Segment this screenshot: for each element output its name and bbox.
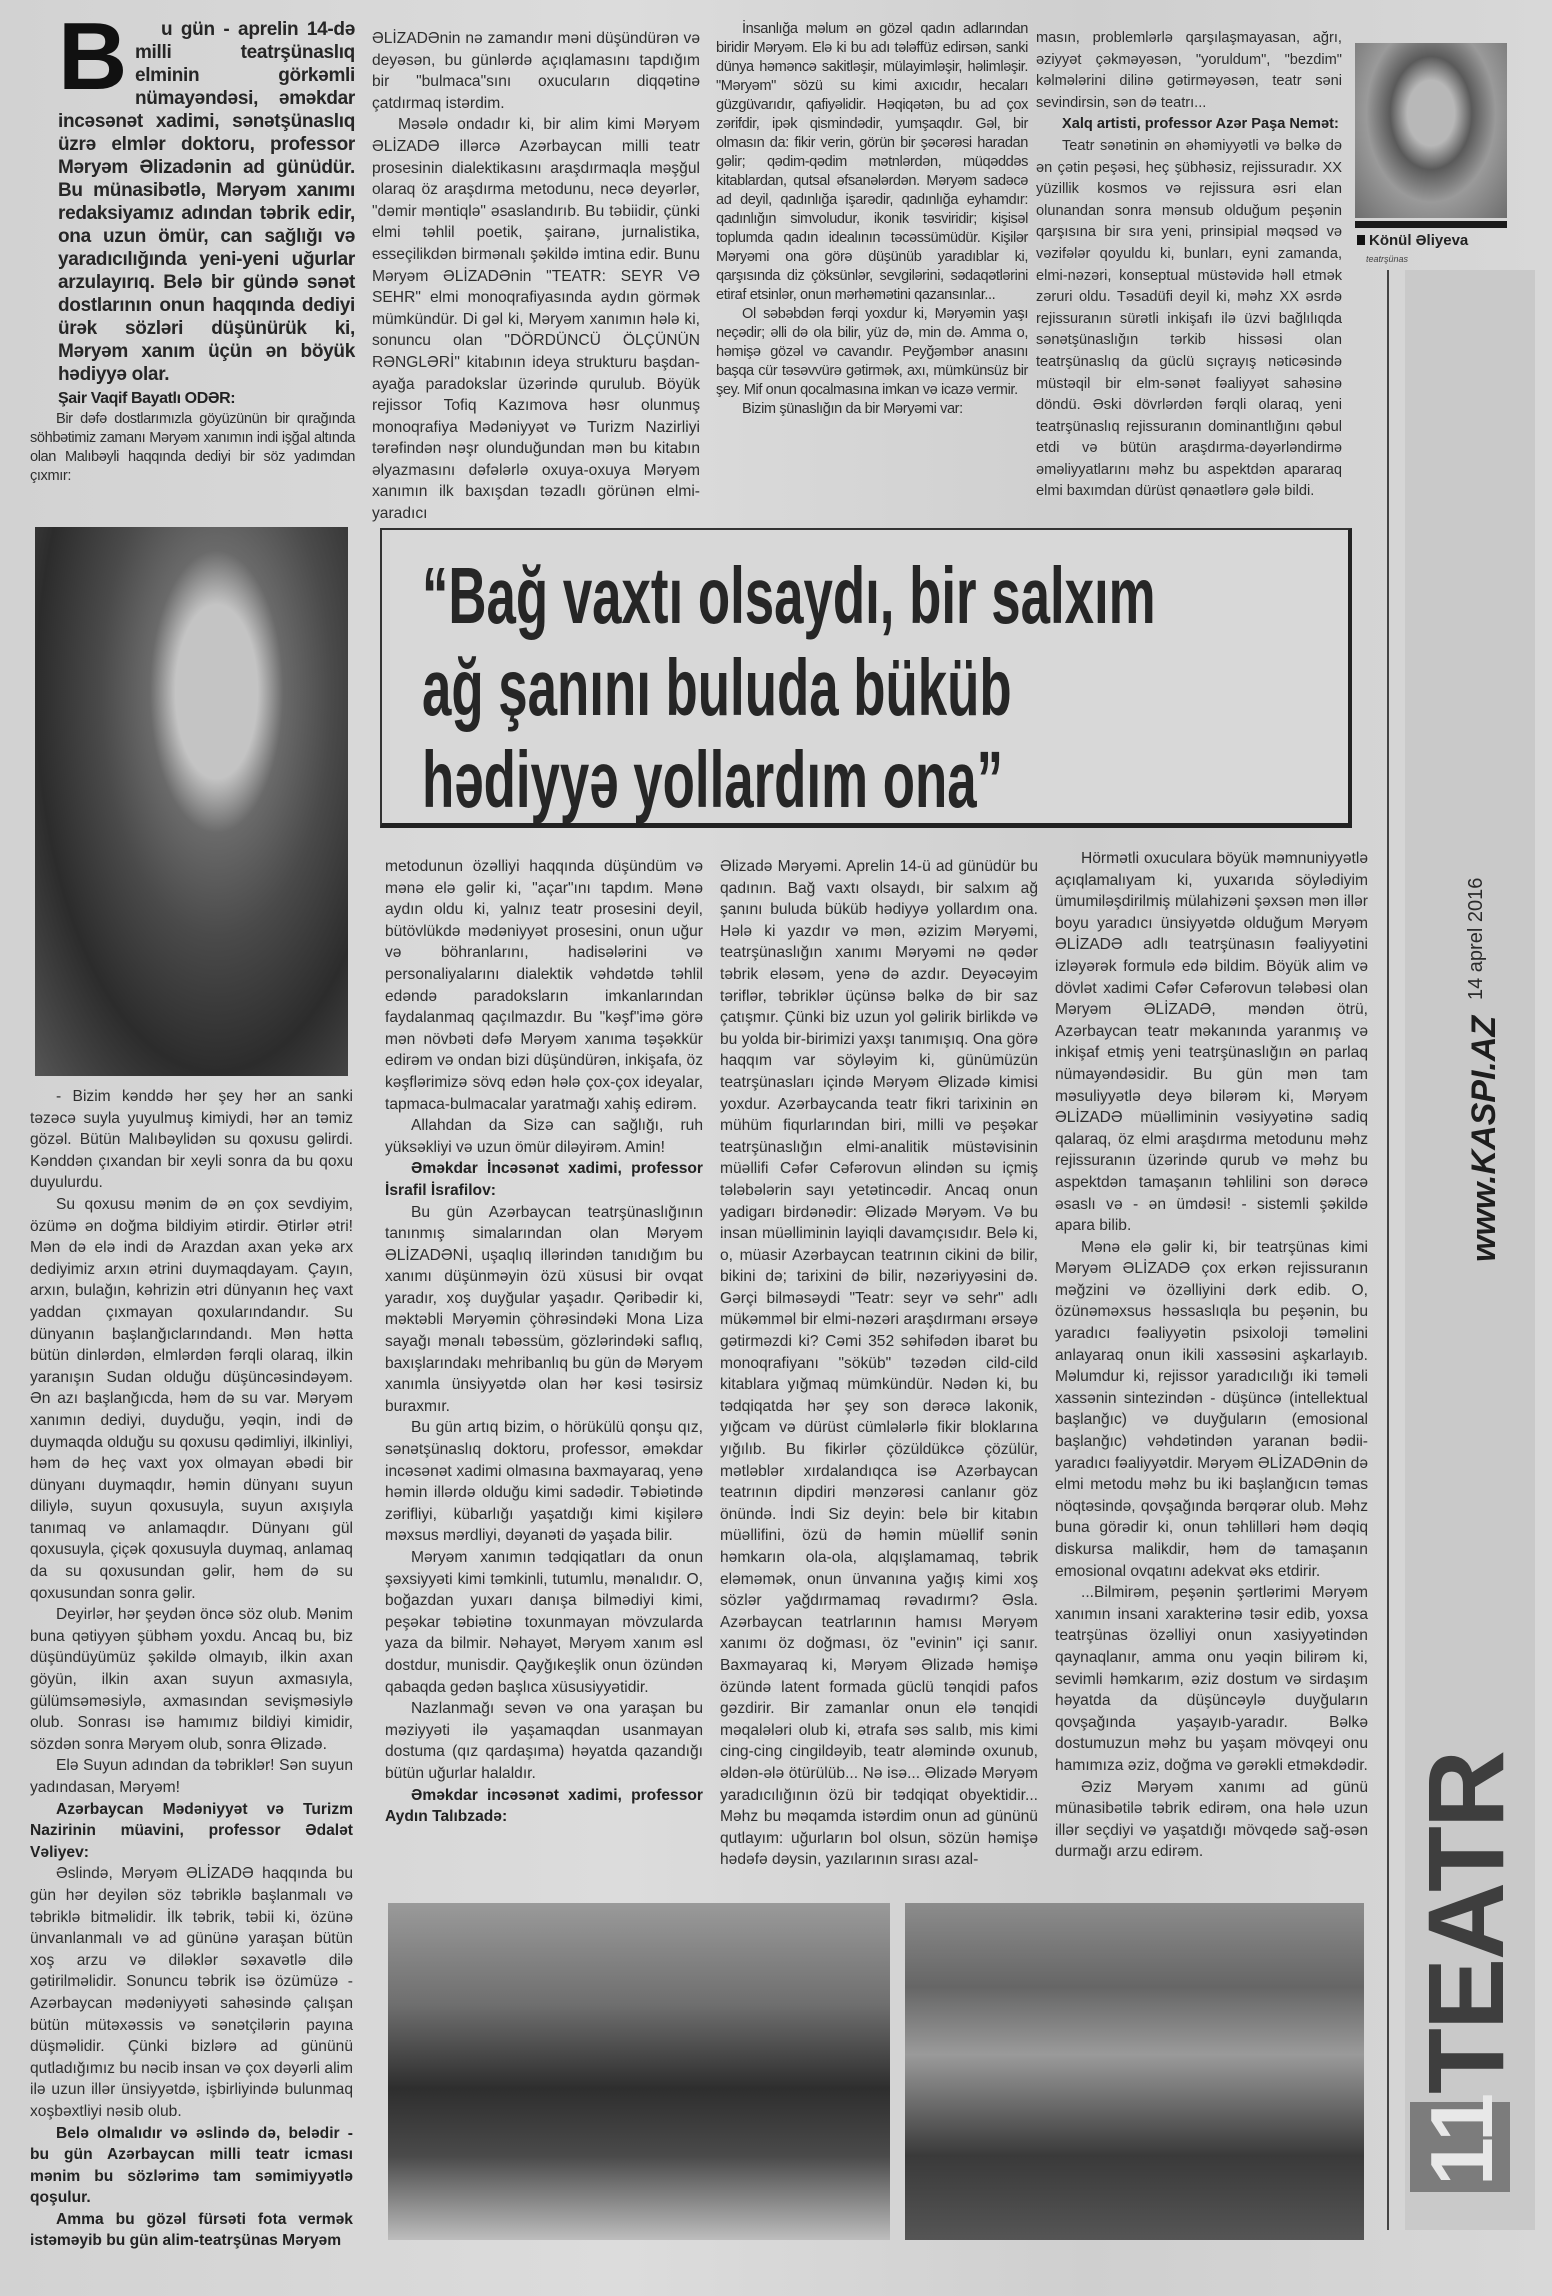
group-photo-audience [905, 1903, 1364, 2240]
paragraph: ƏLİZADƏnin nə zamandır məni düşündürən və deyəsən, bu günlərdə açıqlamasını tapdığım bir "bulmaca"sını oxucuların diqqətinə çatdırmaq istərdim. [372, 30, 700, 112]
headline-line: ağ şanını buluda büküb [422, 643, 1012, 732]
paragraph: Bu gün artıq bizim, o hörükülü qonşu qız, sənətşünaslıq doktoru, professor, əməkdar incəsənət xadimi olmasına baxmayaraq, yenə həmin illərdə olduğu kimi sadədir. Təbiətində zərifliyi, kübarlığı yaşatdığı kimi kişilərə məxsus mərdliyi, dəyanəti də yaşada bilir. [385, 1419, 703, 1545]
text-column [720, 856, 1038, 1871]
section-title: TEATR [1405, 1752, 1526, 2094]
text-column [385, 856, 703, 1828]
author-role: teatrşünas [1366, 254, 1409, 264]
bullet-square-icon [1357, 235, 1365, 245]
headline-line: hədiyyə yollardım ona” [422, 735, 1003, 824]
intro-column [30, 3, 355, 486]
page-number: 11 [1412, 2092, 1511, 2186]
group-photo-guests [388, 1903, 890, 2240]
speaker-name: Əməkdar incəsənət xadimi, professor Aydın Talıbzadə: [385, 1786, 703, 1826]
text-column [1036, 28, 1342, 503]
headline-line: “Bağ vaxtı olsaydı, bir salxım [422, 551, 1156, 640]
speaker-name: Azərbaycan Mədəniyyət və Turizm Nazirinin müavini, professor Ədalət Vəliyev: [30, 1800, 353, 1861]
text-column [1055, 848, 1368, 1863]
paragraph: Bir dəfə dostlarımızla göyüzünün bir qırağında söhbətimiz zamanı Məryəm xanımın indi işğal altında olan Malıbəyli haqqında dediyi bir söz yadımdan çıxmır: [30, 411, 355, 484]
author-name: Könül Əliyeva [1369, 232, 1469, 249]
author-name-line [1357, 232, 1468, 249]
paragraph: Deyirlər, hər şeydən öncə söz olub. Mənim buna qətiyyən şübhəm yoxdu. Ancaq bu, biz düşündüyümüz şəkildə olmayıb, ilkin axan göyün, ilkin axan suyun axmasıyla, gülümsəməsiylə, axmasından sevişməsiylə olub. Sonrası isə hamımız bildiyi kimidir, sözdən sonra Məryəm olub, sonra Əlizadə. [30, 1606, 353, 1753]
paragraph: Bizim şünaslığın da bir Məryəmi var: [742, 401, 963, 417]
paragraph: Məryəm xanımın tədqiqatları da onun şəxsiyyəti kimi təmkinli, tutumlu, mənalıdır. O, boğazdan yuxarı danışa bilmədiyi kimi, peşəkar təbiətinə toxunmayan mövzularda yaza da bilmir. Nəhayət, Məryəm xanım əsl dostdur, munisdir. Qayğıkeşlik onun özündən qabaqda gedən başlıca xüsusiyyətidir. [385, 1549, 703, 1696]
paragraph: Nazlanmağı sevən və ona yaraşan bu məziyyəti ilə yaşamaqdan usanmayan dostuma (qız qardaşıma) həyatda qazandığı bütün uğurlar halaldır. [385, 1700, 703, 1782]
maryam-alizade-portrait [35, 527, 348, 1076]
paragraph: - Bizim kənddə hər şey hər an sanki təzəcə suyla yuyulmuş kimiydi, hər an təmiz gözəl. Bütün Malıbəylidən su qoxusu gəlirdi. Kənddən çıxandan bir xeyli sonra da bu qoxu duyulurdu. [30, 1088, 353, 1192]
paragraph: Teatr sənətinin ən əhəmiyyətli və bəlkə də ən çətin peşəsi, heç şübhəsiz, rejissuradır. XX yüzillik kosmos və rejissura əsri elan olunandan sonra mənsub olduğum peşənin qarşısına bir sıra yeni, prinsipial məqsəd və vəzifələr qoyuldu ki, bunları, eyni zamanda, elmi-nəzəri, konseptual müstəvidə həll etmək zəruri oldu. Təsadüfi deyil ki, məhz XX əsrdə rejissuranın sürətli inkişafı ilə üzvi bağlılıqda sənətşünaslığın tərkib hissəsi olan teatrşünaslıq da güclü sıçrayış nəticəsində müstəqil bir elm-sənət fəaliyyət sahəsinə döndü. Əski dövrlərdən fərqli olaraq, yeni teatrşünaslıq rejissuranın dominantlığını qəbul etdi və bütün araşdırma-dəyərləndirmə əməliyyatlarını məhz bu aspektdən apararaq elmi baxımdan dürüst qənaətlərə gələ bildi. [1036, 137, 1342, 500]
speaker-name: Xalq artisti, professor Azər Paşa Nemət: [1062, 116, 1339, 133]
paragraph: Hörmətli oxuculara böyük məmnuniyyətlə açıqlamalıyam ki, yuxarıda söylədiyim ümumiləşdirilmiş mülahizəni şəxsən mən illər boyu yaradıcı ünsiyyətdə olduğum Məryəm ƏLİZADƏ adlı teatrşünasın fəaliyyətini izləyərək formulə edə bildim. Böyük alim və dövlət xadimi Cəfər Cəfərovun tələbəsi olan Məryəm ƏLİZADƏ, məndən ötrü, Azərbaycan teatr məkanında yaranmış və inkişaf etmiş yeni teatrşünaslığın ən parlaq nümayəndəsidir. Bu gün mən tam məsuliyyətlə deyə bilərəm ki, Məryəm ƏLİZADƏ müəlliminin vəsiyyətinə sadiq qalaraq, öz elmi araşdırma metodunu məhz rejissuranın üzərində qurub və məhz bu aspektdən tamaşanın təhlilini son dərəcə əsaslı və - ən ümdəsi! - sistemli şəkildə apara bilib. [1055, 850, 1368, 1235]
paragraph: İnsanlığa məlum ən gözəl qadın adlarından biridir Məryəm. Elə ki bu adı tələffüz edirsən, sanki dünya həməncə sakitləşir, mülayimləşir, həlimləşir. "Məryəm" sözü su kimi axıcıdır, hecaları güzgüvarıdır, qafiyəlidir. Həqiqətən, bu ad çox zərifdir, ipək qismindədir, yumşaqdır. Gəl, bir olmasın da: fikir verin, görün bir şəcərəsi haradan gəlir; qədim-qədim mətnlərdən, müqəddəs kitablardan, qutsal əfsanələrdən. Məryəm sadəcə ad deyil, qadınlığa işarədir, qadınlığa eyhamdır: qadınlığın simvoludur, ikonik təsviridir; kişisəl toplumda qadın idealının təcəssümüdür. Kişilər Məryəmi ona görə düşünüb yaradıblar ki, qarşısında diz çöksünlər, sevgilərini, sədaqətlərini etiraf etsinlər, onun mərhəmətini qazansınlar... [716, 21, 1028, 303]
paragraph: Su qoxusu mənim də ən çox sevdiyim, özümə ən doğma bildiyim ətirdir. Ətirlər ətri! Mən də elə indi də Arazdan axan yekə arx dediyimiz arxın ətrini duymaqdayam. Çayın, arxın, bulağın, kəhrizin ətri dünyanın heç vaxt yaddan çıxmayan qoxularındandır. Su dünyanın başlanğıclarındandı. Mən hətta bütün dinlərdən, elmlərdən fərqli olaraq, ilkin yaranışın Sudan olduğu düşüncəsindəyəm. Ən azı başlanğıcda, həm də su var. Məryəm xanımın dediyi, duyduğu, yəqin, indi də duymaqda olduğu su qoxusu qədimliyi, ilkinliyi, həm də heç vaxt yox olmayan əbədi bir dünyanı duymaqdır, həmin dünyanı suyun diliylə, suyun qoxusuyla, suyun axışıyla tanımaq və anlamaqdır. Dünyanı gül qoxusuyla, çiçək qoxusuyla duymaq, anlamaq da su qoxusundan gəlir, həm də su qoxusundan sonra gəlir. [30, 1195, 353, 1602]
column-rule [1387, 270, 1389, 2230]
paragraph: Belə olmalıdır və əslində də, belədir - bu gün Azərbaycan milli teatr icması mənim bu sözlərimə tam səmimiyyətlə qoşulur. [30, 2124, 353, 2207]
paragraph: Amma bu gözəl fürsəti fota vermək istəməyib bu gün alim-teatrşünas Məryəm [30, 2210, 353, 2250]
paragraph: Allahdan da Sizə can sağlığı, ruh yüksəkliyi və uzun ömür diləyirəm. Amin! [385, 1117, 703, 1156]
paragraph: masın, problemlərlə qarşılaşmayasan, ağrı, əziyyət çəkməyəsən, "yoruldum", "bezdim" kəlmələrini dilinə gətirməyəsən, teatr səni sevindirsin, sən də teatrı... [1036, 30, 1342, 111]
paragraph: Elə Suyun adından da təbriklər! Sən suyun yadındasan, Məryəm! [30, 1757, 353, 1796]
paragraph: Əziz Məryəm xanımı ad günü münasibətilə təbrik edirəm, ona hələ uzun illər seçdiyi və yaşatdığı mövqedə sağ-əsən durmağı arzu edirəm. [1055, 1778, 1368, 1861]
speaker-name: Şair Vaqif Bayatlı ODƏR: [58, 390, 236, 407]
headline-box [380, 528, 1352, 828]
paragraph: Məsələ ondadır ki, bir alim kimi Məryəm ƏLİZADƏ illərcə Azərbaycan milli teatr prosesinin dialektikasını araşdırmaqla məşğul olaraq öz araşdırma metodunu, necə deyərlər, "dəmir məntiqlə" əsaslandırıb. Bu təbiidir, çünki elmi təhlil poetik, şairanə, jurnalistika, esseçilikdən birmənalı şəkildə imtina edir. Bunu Məryəm ƏLİZADƏnin "TEATR: SEYR VƏ SEHR" elmi monoqrafiyasında aydın görmək mümkündür. Di gəl ki, Məryəm xanımın hələ ki, sonuncu olan "DÖRDÜNCÜ ÖLÇÜNÜN RƏNGLƏRİ" kitabının ideya strukturu başdan-ayağa paradokslar üzərində qurulub. Böyük rejissor Tofiq Kazımova həsr olunmuş monoqrafiya Mədəniyyət və Turizm Nazirliyi tərəfindən nəşr olunduğundan mən bu kitabın əlyazmasını dəfələrlə oxuya-oxuya Məryəm xanımın ilk baxışdan təzadlı görünən elmi-yaradıcı [372, 116, 700, 523]
issue-date: 14 aprel 2016 [1465, 877, 1487, 1000]
author-photo [1355, 43, 1507, 218]
paragraph: metodunun özəlliyi haqqında düşündüm və mənə elə gəlir ki, "açar"ını tapdım. Mənə aydın oldu ki, yalnız teatr prosesini deyil, bütövlükdə mədəniyyət prosesini, onun uğur və böhranlarını, hadisələrini və personaliyalarını dialektik vəhdətdə təhlil edəndə paradoksların imkanlarından faydalanmaq qaçılmazdır. Bu "kəşf"imə görə mən növbəti dəfə Məryəm xanıma təşəkkür edirəm və ondan bizi düşündürən, inkişafa, öz kəşflərimizə sövq edən hələ çox-çox ideyalar, tapmaca-bulmacalar yaratmağı xahiş edirəm. [385, 858, 703, 1113]
text-column [716, 20, 1028, 419]
headline [422, 550, 1280, 826]
paragraph: Əlizadə Məryəmi. Aprelin 14-ü ad günüdür bu qadının. Bağ vaxtı olsaydı, bir salxım ağ şanını buluda büküb hədiyyə yollardım ona. Hələ ki yazdır və mən, əzizim Məryəmi, teatrşünaslığın xanımı Məryəmi nə qədər təbrik eləsəm, yenə də azdır. Deyəcəyim təriflər, təbriklər üçünsə bəlkə də bir saz çatışmır. Çünki biz uzun yol gəlirik birlikdə və bu yolda bir-birimizi yaxşı tanımışıq. Ona görə haqqım var söyləyim ki, günümüzün teatrşünasları içində Məryəm Əlizadə kimisi yoxdur. Azərbaycanda teatr fikri tarixinin ən mühüm fiqurlarından biri, milli və peşəkar teatrşünaslığın elmi-analitik müstəvisinin müəllifi Cəfər Cəfərovun əlindən su içmiş tələbələrin sayı yetətincədir. Ancaq onun yadigarı birdənədir: Əlizadə Məryəm. Və bu insan müəlliminin layiqli davamçısıdır. Belə ki, o, müasir Azərbaycan teatrının cikini də bilir, bikini də; tarixini də bilir, nəzəriyyəsini də. Gərçi bilməsəydi "Teatr: seyr və sehr" adlı mükəmməl bir elmi-nəzəri araşdırmanı ərsəyə gətirməzdi ki? Cəmi 352 səhifədən ibarət bu monoqrafiyanı "söküb" təzədən cild-cild kitablara yığmaq mümkündür. Nədən ki, bu tədqiqatda hər şey son dərəcə lakonik, yığcam və dürüst cümlələrlə fikir bloklarına yığılıb. Bu fikirlər çözüldükcə çözülür, mətləblər xırdalandıqca isə Azərbaycan teatrının dipdiri mənzərəsi canlanır göz önündə. İndi Siz deyin: belə bir kitabın müəllifini, özü də həmin müəllif sənin həmkarın ola-ola, alqışlamamaq, təbrik eləməmək, onun ünvanına yağış kimi xoş sözlər yağdırmamaq rəvadırmı? Əsla. Azərbaycan teatrlarının hamısı Məryəm xanımı öz doğması, öz "evinin" içi sanır. Baxmayaraq ki, Məryəm Əlizadə həmişə özündə latent formada güclü tənqidi pafos gəzdirir. Bir zamanlar onun elə tənqidi məqalələri olub ki, ətrafa səs salıb, mis kimi cing-cing cingildəyib, teatr aləmində oxunub, əldən-ələ ötürülüb... Nə isə... Əlizadə Məryəm yaradıcılığının özü bir tədqiqat obyektidir... Məhz bu məqamda istərdim onun ad gününü qutlayım: uğurların bol olsun, sözün həmişə hədəfə dəysin, yazılarının sırası azal- [720, 858, 1038, 1869]
text-column [30, 1086, 353, 2252]
paragraph: Ol səbəbdən fərqi yoxdur ki, Məryəmin yaşı neçədir; əlli də ola bilir, yüz də, min də. Amma o, həmişə gözəl və cavandır. Peyğəmbər anasını başqa cür təsəvvürə gətirmək, axı, mümkünsüz bir şey. Mif onun qocalmasına imkan və icazə vermir. [716, 306, 1028, 398]
paragraph: Mənə elə gəlir ki, bir teatrşünas kimi Məryəm ƏLİZADƏ çox erkən rejissuranın məğzini və özəlliyini dərk edib. O, özünəməxsus həssaslıqla bu peşənin, bu yaradıcı fəaliyyətin psixoloji təməlini anlayaraq onun ikili xassəsini aşkarlayıb. Məlumdur ki, rejissor yaradıcılığı iki təməli xassənin sintezindən - düşüncə (intellektual başlanğıc) və duyğuların (emosional başlanğıc) vəhdətindən yaranan bədii-yaradıcı fəaliyyətdir. Məryəm ƏLİZADƏnin də elmi metodu məhz bu iki başlanğıcın təmas nöqtəsində, qovşağında bərqərar olub. Məhz buna görədir ki, onun təhlilləri həm dəqiq diskursa malikdir, həm də tamaşanın emosional ovqatını adekvat əks etdirir. [1055, 1238, 1368, 1580]
paragraph: ...Bilmirəm, peşənin şərtlərimi Məryəm xanımın insani xarakterinə təsir edib, yoxsa teatrşünas özəlliyi onun xasiyyətindən qaynaqlanır, amma onu yəqin bilirəm ki, sevimli həmkarım, əziz dostum və sirdaşım həyatda da düşüncəylə duyğuların qovşağında yaşayıb-yaradır. Bəlkə dostumuzun məhz bu yaşam mövqeyi onu hamımıza əziz, doğma və gərəkli etməkdədir. [1055, 1584, 1368, 1774]
website-url: www.KASPI.AZ [1465, 1015, 1503, 1262]
paragraph: Əslində, Məryəm ƏLİZADƏ haqqında bu gün hər deyilən söz təbriklə başlanmalı və təbriklə bitməlidir. İlk təbrik, təbii ki, özünə ünvanlanmalı və ad gününə yaraşan bütün xoş arzu və diləklər səxavətlə dilə gətirilməlidir. Sonuncu təbrik isə özümüzə - Azərbaycan mədəniyyəti sahəsində çalışan bütün mütəxəssis və sənətçilərin payına düşməlidir. Çünki bizlərə ad gününü qutladığımız bu nəcib insan və çox dəyərli alim ilə uzun illər ünsiyyətdə, işbirliyində bulunmaq xoşbəxtliyi nəsib olub. [30, 1865, 353, 2120]
text-column [372, 28, 700, 525]
lead-paragraph: u gün - aprelin 14-də milli teatrşünaslıq elminin görkəmli nümayəndəsi, əməkdar incəsənət xadimi, sənətşünaslıq üzrə elmlər doktoru, professor Məryəm Əlizadənin ad günüdür. Bu münasibətlə, Məryəm xanımı redaksiyamız adından təbrik edir, ona uzun ömür, can sağlığı və yaradıcılığında yeni-yeni uğurlar arzulayırıq. Belə bir gündə sənət dostlarının onun haqqında dediyi ürək sözləri düşünürük ki, Məryəm xanım üçün ən böyük hədiyyə olar. [58, 19, 355, 385]
paragraph: Bu gün Azərbaycan teatrşünaslığının tanınmış simalarından olan Məryəm ƏLİZADƏNİ, uşaqlıq illərindən tanıdığım bu xanımı düşünməyin özü xüsusi bir ovqat yaradır, xoş duyğular yaşadır. Qəribədir ki, məktəbli Məryəmin çöhrəsindəki Mona Liza sayağı mənalı təbəssüm, gözlərindəki saflıq, baxışlarındakı mehribanlıq bu gün də Məryəm xanımla ünsiyyətdə olan hər kəsi təsirsiz buraxmır. [385, 1203, 703, 1415]
author-divider [1355, 221, 1507, 228]
speaker-name: Əməkdar İncəsənət xadimi, professor İsrafil İsrafilov: [385, 1160, 703, 1199]
drop-cap: B [58, 3, 127, 110]
